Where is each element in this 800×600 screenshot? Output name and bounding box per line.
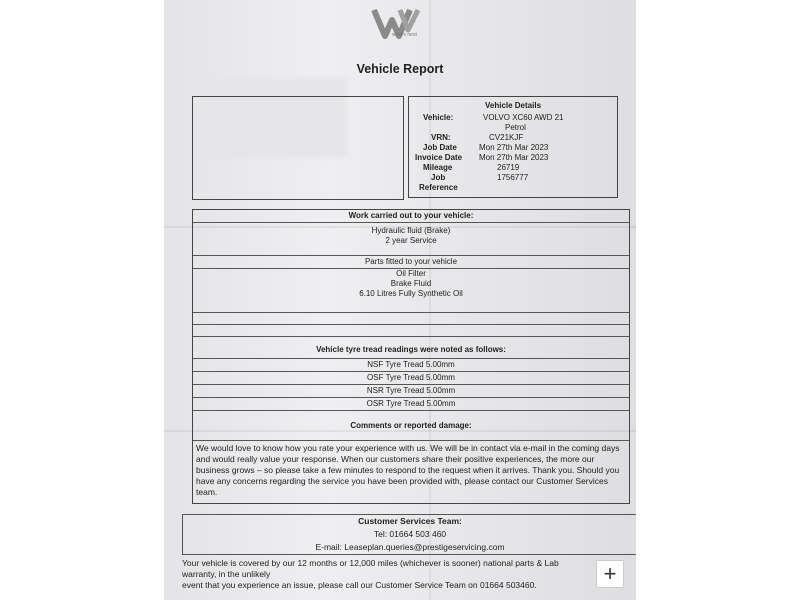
tyres-heading: Vehicle tyre tread readings were noted as follows: bbox=[193, 337, 629, 359]
job-ref-label-2: Reference bbox=[419, 183, 458, 192]
parts-heading: Parts fitted to your vehicle bbox=[193, 256, 629, 269]
coverage-line: warranty, in the unlikely bbox=[182, 569, 271, 579]
vehicle-value: VOLVO XC60 AWD 21 bbox=[483, 113, 564, 122]
page-title: Vehicle Report bbox=[356, 62, 444, 76]
work-table bbox=[192, 209, 630, 504]
part-item: Brake Fluid bbox=[390, 279, 432, 288]
part-item: Oil Filter bbox=[396, 269, 426, 278]
vehicle-details-heading: Vehicle Details bbox=[484, 101, 542, 110]
mileage-label: Mileage bbox=[423, 163, 453, 172]
warranty-coverage-text bbox=[182, 558, 622, 591]
comments-heading: Comments or reported damage: bbox=[193, 411, 629, 441]
work-item: Hydraulic fluid (Brake) bbox=[371, 226, 451, 235]
tyre-reading: NSF Tyre Tread 5.00mm bbox=[193, 359, 629, 372]
invoice-date-value: Mon 27th Mar 2023 bbox=[479, 153, 549, 162]
customer-services-heading: Customer Services Team: bbox=[358, 516, 462, 526]
zoom-in-button[interactable]: + bbox=[596, 560, 624, 588]
work-items bbox=[193, 223, 629, 256]
parts-list bbox=[193, 269, 629, 313]
vehicle-label: Vehicle: bbox=[423, 113, 454, 122]
coverage-line: event that you experience an issue, please call our Customer Service Team on 01664 503460. bbox=[182, 580, 537, 590]
job-date-label: Job Date bbox=[423, 143, 457, 152]
vrn-label: VRN: bbox=[431, 133, 451, 142]
work-heading: Work carried out to your vehicle: bbox=[193, 210, 629, 223]
comments-body: We would love to know how you rate your experience with us. We will be in contact via e-mail in the coming days and would really value your response. When our customers share their positive experiences, the more our business grows – so please take a few minutes to respond to the request when it arrives. Thank you. Should you have any concerns regarding the service you have been provided with, please contact our Customer Services team. bbox=[196, 443, 620, 497]
fuel-type: Petrol bbox=[505, 123, 526, 132]
job-ref-value: 1756777 bbox=[497, 173, 529, 182]
mileage-value: 26719 bbox=[497, 163, 520, 172]
vrn-value: CV21KJF bbox=[489, 133, 524, 142]
address-box bbox=[192, 96, 404, 200]
tyre-reading: OSR Tyre Tread 5.00mm bbox=[193, 398, 629, 411]
blank-row bbox=[193, 325, 629, 337]
job-ref-label: Job bbox=[431, 173, 446, 182]
coverage-line: Your vehicle is covered by our 12 months or 12,000 miles (whichever is sooner) national parts & Lab bbox=[182, 558, 559, 568]
vehicle-details-box bbox=[408, 96, 618, 198]
part-item: 6.10 Litres Fully Synthetic Oil bbox=[359, 289, 463, 298]
customer-services-tel: Tel: 01664 503 460 bbox=[373, 529, 447, 539]
invoice-date-label: Invoice Date bbox=[415, 153, 463, 162]
blank-row bbox=[193, 313, 629, 325]
logo-tagline: what's next bbox=[392, 32, 417, 38]
tyre-reading: OSF Tyre Tread 5.00mm bbox=[193, 372, 629, 385]
vehicle-report-document bbox=[164, 0, 636, 600]
job-date-value: Mon 27th Mar 2023 bbox=[479, 143, 549, 152]
customer-services-email: E-mail: Leaseplan.queries@prestigeservicing.com bbox=[315, 542, 505, 552]
tyre-reading: NSR Tyre Tread 5.00mm bbox=[193, 385, 629, 398]
customer-services-box bbox=[182, 514, 636, 555]
work-item: 2 year Service bbox=[385, 236, 437, 245]
